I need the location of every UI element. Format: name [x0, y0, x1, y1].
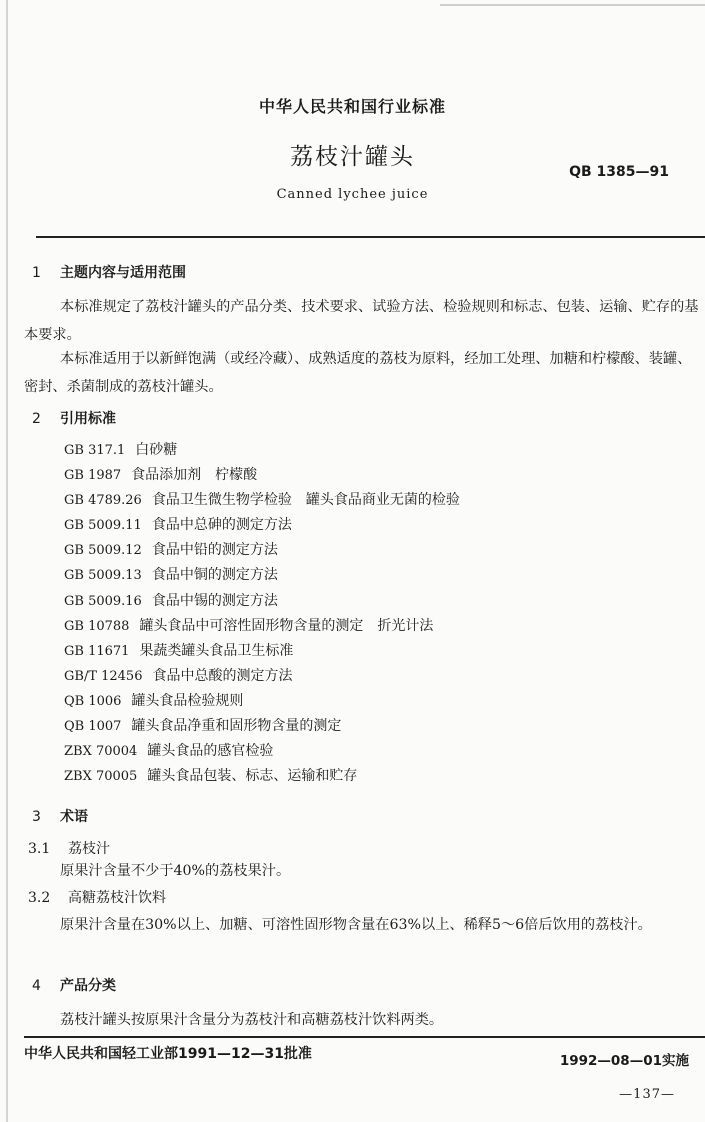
- effective-date: 1992—08—01实施: [559, 1053, 689, 1069]
- reference-code: QB 1007: [64, 719, 122, 735]
- reference-name: 白砂糖: [135, 442, 178, 458]
- subsection-3-2-text: [24, 911, 700, 939]
- scan-edge-top: [440, 4, 705, 6]
- reference-name: 罐头食品检验规则: [131, 692, 244, 709]
- reference-name: 罐头食品的感官检验: [147, 743, 274, 760]
- section-title: 产品分类: [60, 978, 116, 994]
- reference-code: GB 1987: [64, 468, 122, 484]
- reference-name: 食品中铅的测定方法: [151, 542, 278, 559]
- section-title: 术语: [60, 809, 88, 825]
- reference-code: GB 4789.26: [64, 493, 142, 509]
- subsection-title: 高糖荔枝汁饮料: [68, 890, 166, 906]
- reference-code: QB 1006: [64, 693, 122, 709]
- subsection-number: 3.1: [28, 841, 51, 857]
- section-4-text: [24, 1006, 700, 1034]
- reference-code: GB 5009.16: [64, 593, 142, 609]
- reference-item: [64, 539, 460, 564]
- paragraph-text: 荔枝汁罐头按原果汁含量分为荔枝汁和高糖荔枝汁饮料两类。: [60, 1012, 444, 1028]
- reference-name: 食品添加剂 柠檬酸: [131, 467, 258, 484]
- reference-item: [64, 690, 460, 715]
- reference-item: [64, 665, 460, 690]
- standard-code: QB 1385—91: [569, 164, 669, 180]
- reference-item: [64, 590, 460, 615]
- reference-item: [64, 489, 460, 514]
- section-number: 2: [32, 411, 41, 427]
- section-number: 4: [32, 978, 41, 994]
- reference-name: 食品中总砷的测定方法: [151, 517, 292, 534]
- section-1-paragraph-2: [24, 345, 700, 401]
- subsection-title: 荔枝汁: [68, 841, 110, 857]
- reference-code: GB 11671: [64, 643, 130, 659]
- standard-body: 中华人民共和国行业标准: [258, 97, 446, 116]
- section-number: 3: [32, 809, 41, 825]
- subsection-3-1-text: [24, 857, 700, 885]
- reference-code: ZBX 70004: [64, 744, 138, 760]
- reference-item: [64, 514, 460, 539]
- reference-name: 食品中铜的测定方法: [151, 567, 278, 584]
- section-1-heading: [32, 262, 186, 282]
- reference-item: [64, 564, 460, 589]
- reference-item: [64, 740, 460, 765]
- english-title: Canned lychee juice: [276, 187, 429, 202]
- referenced-standards-list: [64, 439, 460, 790]
- reference-name: 罐头食品包装、标志、运输和贮存: [147, 768, 358, 785]
- reference-name: 罐头食品中可溶性固形物含量的测定 折光计法: [139, 617, 434, 634]
- reference-item: [64, 715, 460, 740]
- section-title: 引用标准: [60, 411, 116, 427]
- reference-code: GB 5009.11: [64, 518, 142, 534]
- subsection-number: 3.2: [28, 890, 51, 906]
- reference-name: 食品中锡的测定方法: [151, 592, 278, 609]
- section-1-paragraph-1: [24, 293, 700, 349]
- subsection-3-2-heading: [28, 887, 166, 907]
- section-4-heading: [32, 975, 116, 995]
- header-rule: [36, 236, 705, 238]
- footer-rule: [24, 1036, 705, 1038]
- document-title: 荔枝汁罐头: [290, 144, 415, 170]
- reference-item: [64, 439, 460, 464]
- reference-code: GB 10788: [64, 618, 130, 634]
- reference-name: 罐头食品净重和固形物含量的测定: [131, 718, 342, 735]
- reference-item: [64, 765, 460, 790]
- reference-item: [64, 640, 460, 665]
- reference-code: GB 5009.12: [64, 543, 142, 559]
- reference-item: [64, 615, 460, 640]
- section-2-heading: [32, 408, 116, 428]
- reference-code: ZBX 70005: [64, 769, 138, 785]
- reference-name: 果蔬类罐头食品卫生标准: [139, 642, 294, 659]
- section-number: 1: [32, 265, 41, 281]
- approval-note: 中华人民共和国轻工业部1991—12—31批准: [24, 1046, 312, 1062]
- paragraph-text: 原果汁含量在30%以上、加糖、可溶性固形物含量在63%以上、稀释5～6倍后饮用的荔枝汁。: [60, 917, 652, 933]
- reference-name: 食品卫生微生物学检验 罐头食品商业无菌的检验: [151, 492, 460, 509]
- page-number: —137—: [619, 1087, 675, 1102]
- section-3-heading: [32, 806, 88, 826]
- reference-item: [64, 464, 460, 489]
- reference-code: GB 317.1: [64, 443, 126, 458]
- paragraph-text: 原果汁含量不少于40%的荔枝果汁。: [60, 863, 291, 879]
- reference-name: 食品中总酸的测定方法: [152, 667, 293, 684]
- paragraph-text: 本标准规定了荔枝汁罐头的产品分类、技术要求、试验方法、检验规则和标志、包装、运输、贮存的基本要求。: [24, 299, 699, 343]
- section-title: 主题内容与适用范围: [60, 265, 186, 281]
- subsection-3-1-heading: [28, 838, 110, 858]
- reference-code: GB 5009.13: [64, 568, 142, 584]
- paragraph-text: 本标准适用于以新鲜饱满（或经冷藏）、成熟适度的荔枝为原料，经加工处理、加糖和柠檬酸、装罐、密封、杀菌制成的荔枝汁罐头。: [24, 351, 692, 395]
- reference-code: GB/T 12456: [64, 668, 143, 684]
